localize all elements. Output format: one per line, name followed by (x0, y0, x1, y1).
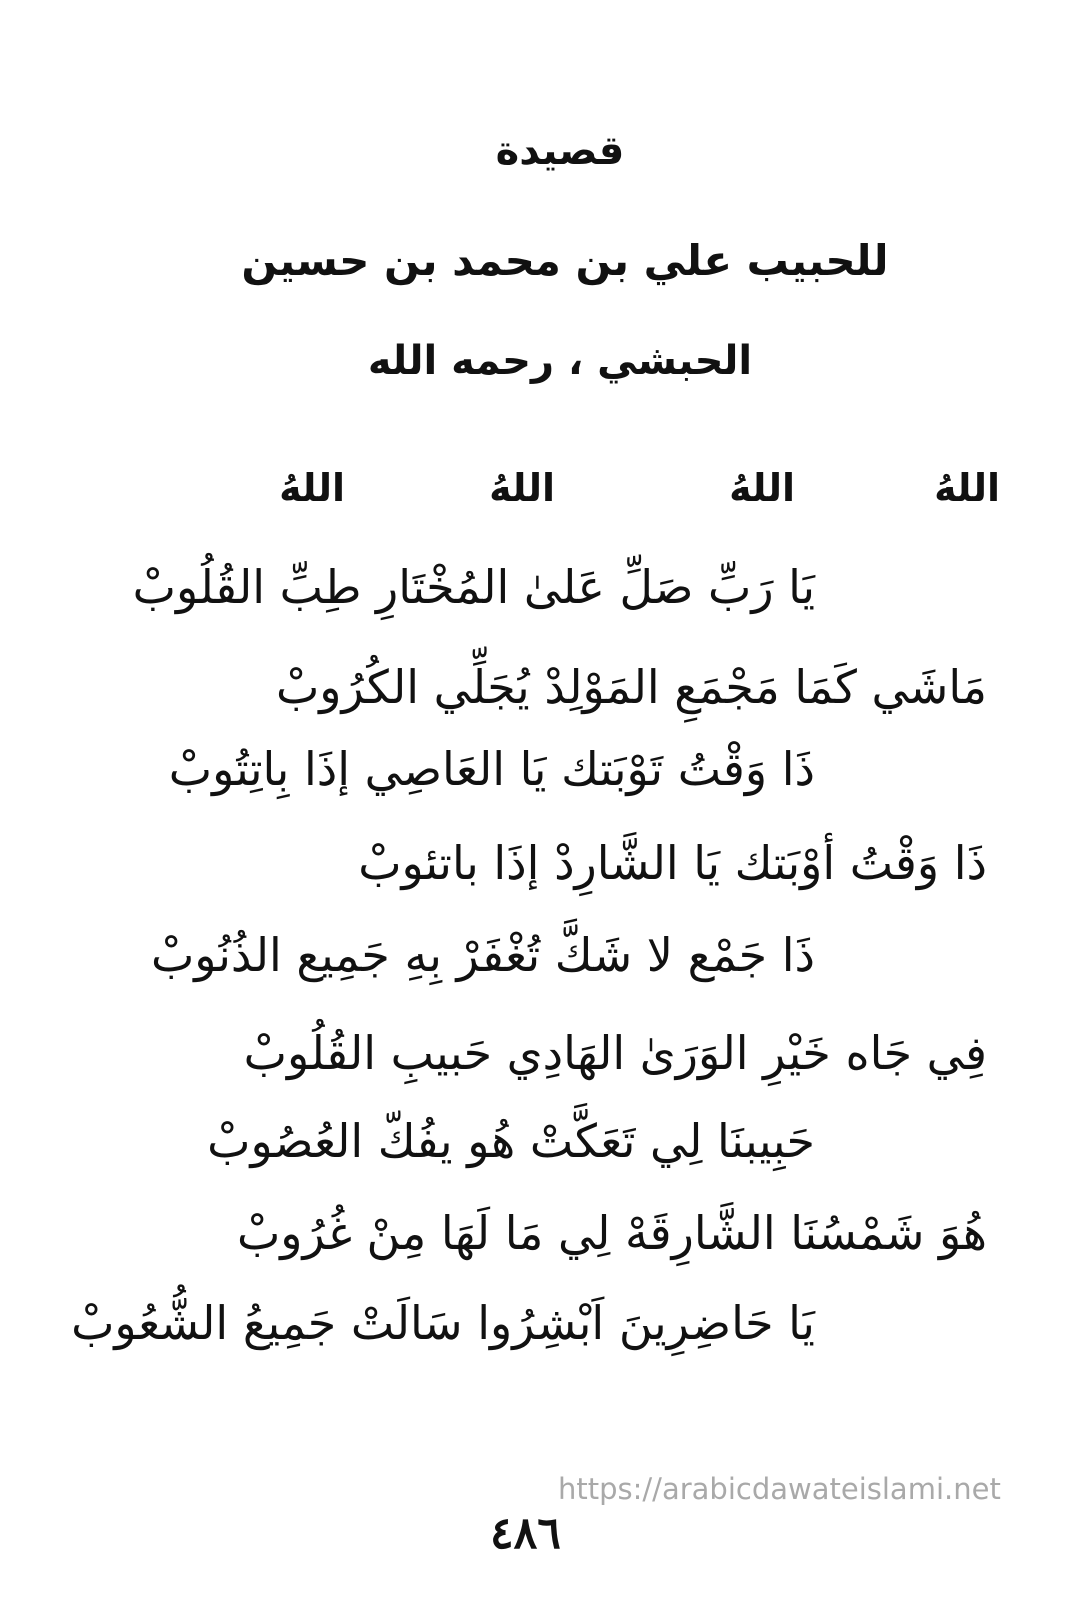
poem-heading-1: قصيدة (495, 128, 625, 174)
poem-heading-2: للحبيب علي بن محمد بن حسين (241, 236, 889, 285)
verse-line-7: حَبِيبنَا لِي تَعَكَّتْ هُو يفُكّ العُصُوبْ (207, 1114, 815, 1168)
verse-line-5: ذَا جَمْع لا شَكَّ تُغْفَرْ بِهِ جَمِيع الذُنُوبْ (151, 928, 815, 982)
verse-line-1: يَا رَبِّ صَلِّ عَلىٰ المُخْتَارِ طِبِّ القُلُوبْ (132, 560, 815, 614)
allah-word: اللهُ (279, 466, 345, 510)
verse-line-4: ذَا وَقْتُ أوْبَتك يَا الشَّارِدْ إذَا باتئوبْ (358, 836, 987, 890)
allah-word: اللهُ (934, 466, 1000, 510)
watermark-url: https://arabicdawateislami.net (558, 1472, 1001, 1506)
verse-line-2: مَاشَي كَمَا مَجْمَعِ المَوْلِدْ يُجَلِّي الكُرُوبْ (275, 660, 987, 714)
poem-heading-3: الحبشي ، رحمه الله (367, 338, 753, 384)
allah-word: اللهُ (489, 466, 555, 510)
verse-line-3: ذَا وَقْتُ تَوْبَتك يَا العَاصِي إذَا بِاتِتُوبْ (168, 742, 815, 796)
page-number: ٤٨٦ (490, 1508, 561, 1559)
verse-line-8: هُوَ شَمْسُنَا الشَّارِقَهْ لِي مَا لَهَا مِنْ غُرُوبْ (236, 1206, 987, 1260)
verse-line-9: يَا حَاضِرِينَ اَبْشِرُوا سَالَتْ جَمِيعُ الشُّعُوبْ (71, 1296, 815, 1350)
allah-refrain-row (280, 466, 1000, 526)
allah-word: اللهُ (729, 466, 795, 510)
verse-line-6: فِي جَاه خَيْرِ الوَرَىٰ الهَادِي حَبيبِ القُلُوبْ (243, 1026, 987, 1080)
